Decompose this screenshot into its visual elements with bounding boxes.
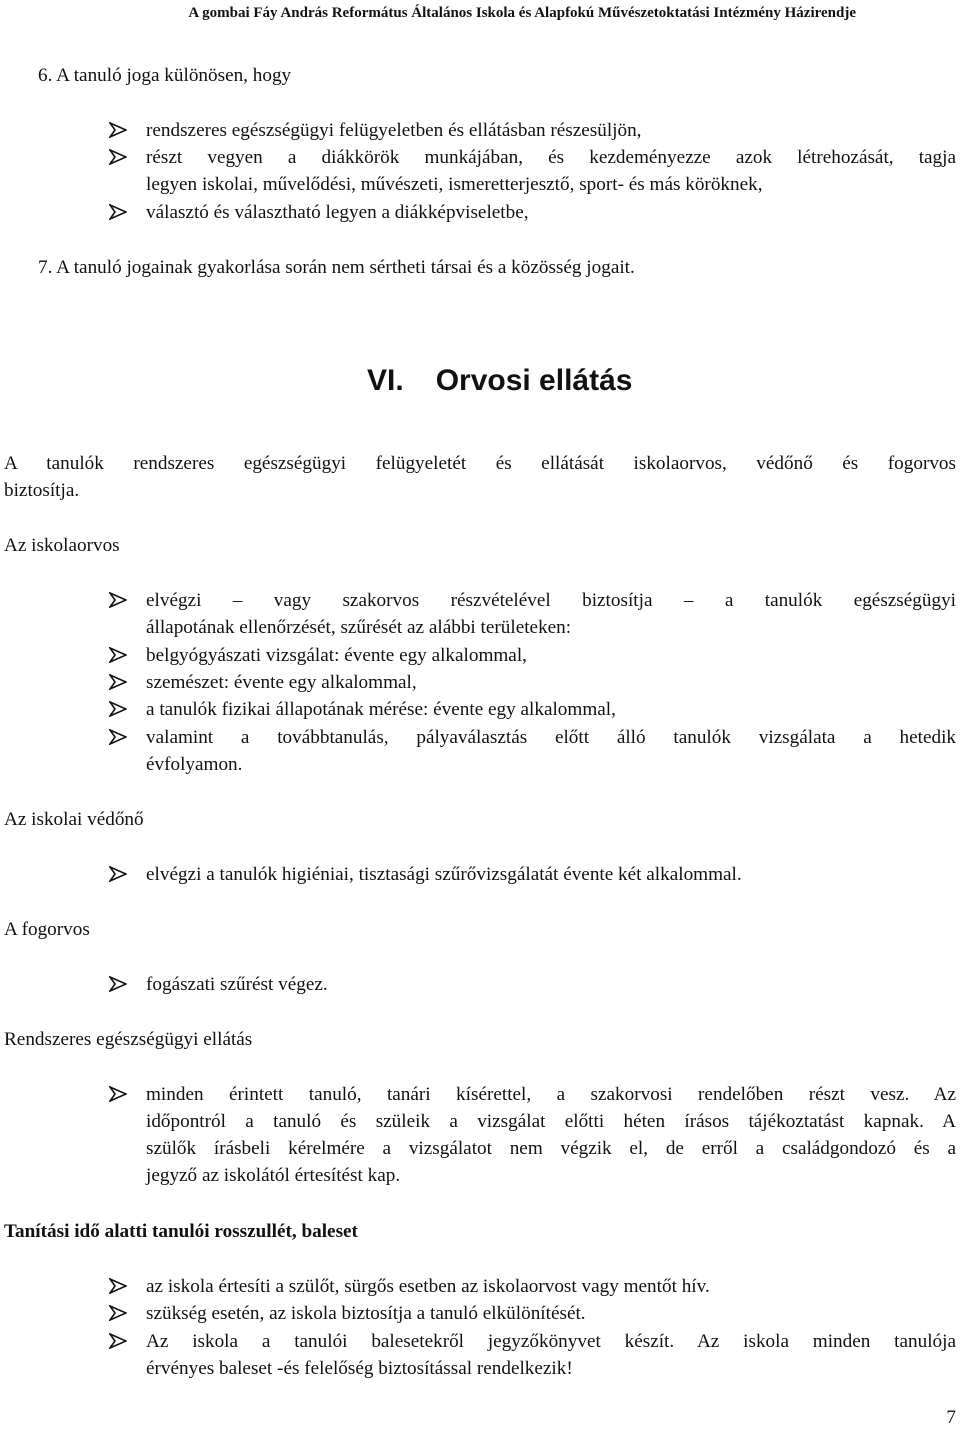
ellatas-item-cont: jegyző az iskolától értesítést kap.: [146, 1165, 401, 1186]
baleset-item: szükség esetén, az iskola biztosítja a tanuló elkülönítését.: [146, 1303, 586, 1324]
arrow-bullet-icon: [109, 1305, 127, 1321]
arrow-bullet-icon: [109, 1333, 127, 1349]
ellatas-item: minden érintett tanuló, tanári kísérettel, a szakorvosi rendelőben részt vesz. Az: [146, 1084, 956, 1105]
arrow-bullet-icon: [109, 729, 127, 745]
page-number: 7: [946, 1407, 956, 1428]
page-header: A gombai Fáy András Református Általános Iskola és Alapfokú Művészetoktatási Intézmény Házirendje: [188, 5, 856, 21]
arrow-bullet-icon: [109, 674, 127, 690]
arrow-bullet-icon: [109, 976, 127, 992]
arrow-bullet-icon: [109, 592, 127, 608]
vedono-item: elvégzi a tanulók higiéniai, tisztasági szűrővizsgálatát évente két alkalommal.: [146, 864, 742, 885]
item6-bullet: választó és választható legyen a diákképviseletbe,: [146, 202, 529, 223]
baleset-item-cont: érvényes baleset -és felelőség biztosítással rendelkezik!: [146, 1358, 573, 1379]
baleset-item: Az iskola a tanulói balesetekről jegyzőkönyvet készít. Az iskola minden tanulója: [146, 1331, 956, 1352]
arrow-bullet-icon: [109, 1278, 127, 1294]
ellatas-heading: Rendszeres egészségügyi ellátás: [4, 1029, 253, 1050]
intro-paragraph-cont: biztosítja.: [4, 480, 80, 501]
item6-bullet: részt vegyen a diákkörök munkájában, és kezdeményezze azok létrehozását, tagja: [146, 147, 956, 168]
iskolaorvos-heading: Az iskolaorvos: [4, 535, 120, 556]
arrow-bullet-icon: [109, 1086, 127, 1102]
iskolaorvos-item: a tanulók fizikai állapotának mérése: évente egy alkalommal,: [146, 699, 616, 720]
vedono-heading: Az iskolai védőnő: [4, 809, 144, 830]
ellatas-item-cont: szülők írásbeli kérelmére a vizsgálatot nem végzik el, de erről a családgondozó és a: [146, 1138, 956, 1159]
arrow-bullet-icon: [109, 122, 127, 138]
section-number: VI.: [367, 364, 404, 397]
iskolaorvos-item: szemészet: évente egy alkalommal,: [146, 672, 417, 693]
iskolaorvos-item-cont: állapotának ellenőrzését, szűrését az alábbi területeken:: [146, 617, 572, 638]
item6-title: 6. A tanuló joga különösen, hogy: [38, 65, 292, 86]
item7-text: 7. A tanuló jogainak gyakorlása során nem sértheti társai és a közösség jogait.: [38, 257, 635, 278]
item6-bullet: rendszeres egészségügyi felügyeletben és ellátásban részesüljön,: [146, 120, 642, 141]
section-title: Orvosi ellátás: [435, 364, 633, 397]
fogorvos-heading: A fogorvos: [4, 919, 90, 940]
item6-bullet-cont: legyen iskolai, művelődési, művészeti, ismeretterjesztő, sport- és más köröknek,: [146, 174, 763, 195]
baleset-heading: Tanítási idő alatti tanulói rosszullét, baleset: [4, 1221, 358, 1242]
arrow-bullet-icon: [109, 701, 127, 717]
arrow-bullet-icon: [109, 149, 127, 165]
section-heading: [367, 366, 632, 396]
arrow-bullet-icon: [109, 866, 127, 882]
iskolaorvos-item: belgyógyászati vizsgálat: évente egy alkalommal,: [146, 645, 527, 666]
iskolaorvos-item-cont: évfolyamon.: [146, 754, 243, 775]
iskolaorvos-item: elvégzi – vagy szakorvos részvételével biztosítja – a tanulók egészségügyi: [146, 590, 956, 611]
arrow-bullet-icon: [109, 647, 127, 663]
fogorvos-item: fogászati szűrést végez.: [146, 974, 328, 995]
intro-paragraph: A tanulók rendszeres egészségügyi felügyeletét és ellátását iskolaorvos, védőnő és fogorvos: [4, 453, 956, 474]
baleset-item: az iskola értesíti a szülőt, sürgős esetben az iskolaorvost vagy mentőt hív.: [146, 1276, 710, 1297]
ellatas-item-cont: időpontról a tanuló és szüleik a vizsgálat előtti héten írásos tájékoztatást kapnak. A: [146, 1111, 956, 1132]
iskolaorvos-item: valamint a továbbtanulás, pályaválasztás előtt álló tanulók vizsgálata a hetedik: [146, 727, 956, 748]
arrow-bullet-icon: [109, 204, 127, 220]
